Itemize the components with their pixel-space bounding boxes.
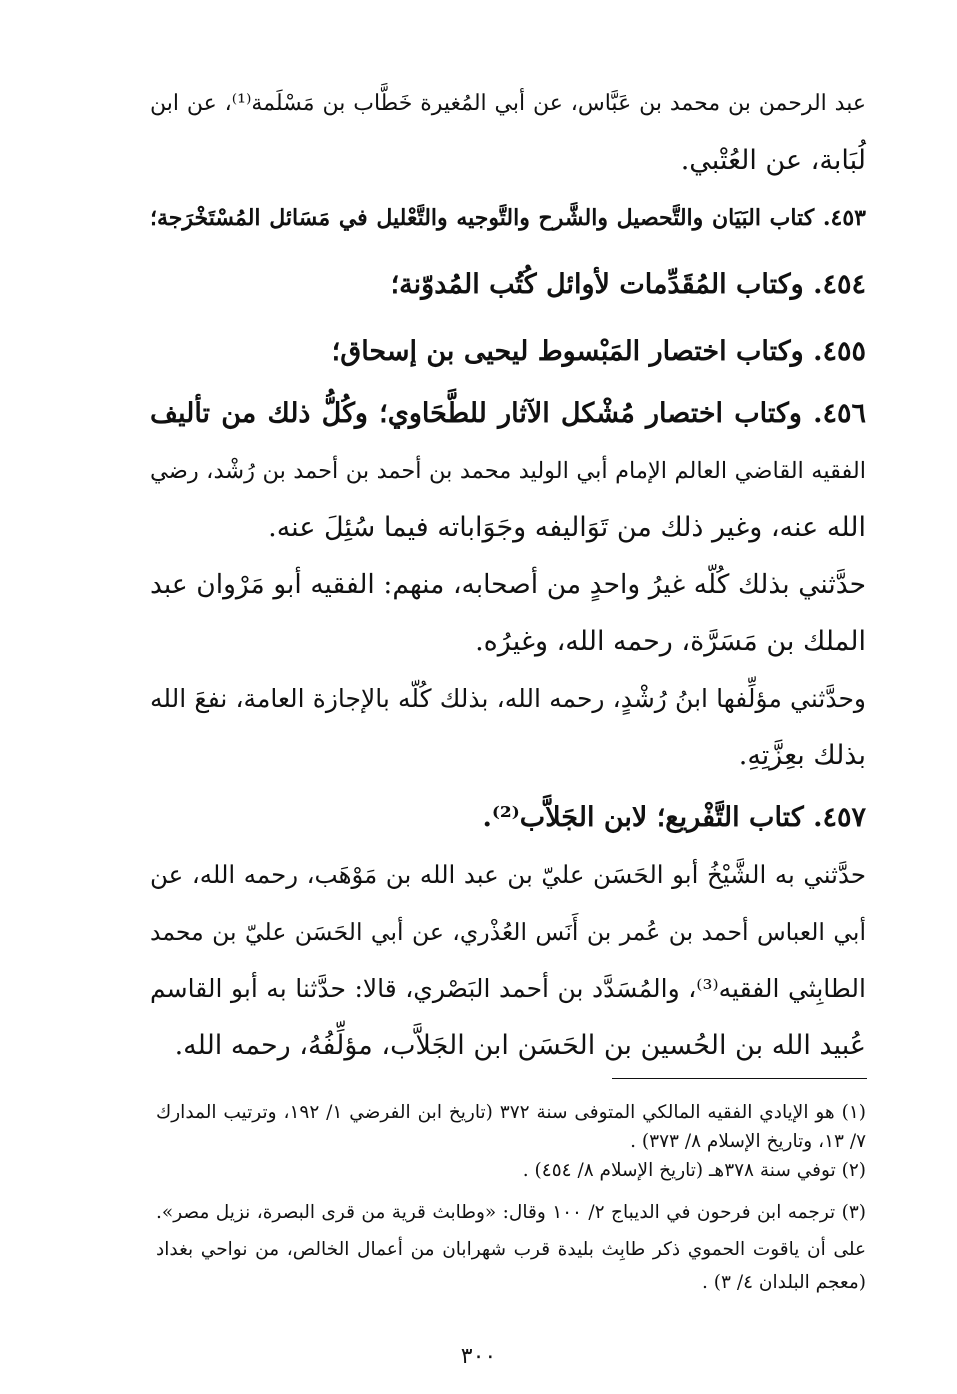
footnote-line: على أن ياقوت الحموي ذكر طابِث بليدة قرب شهرابان من أعمال الخالص، من نواحي بغداد [156,1239,866,1260]
footnote-line: (معجم البلدان ٤/ ٣) . [702,1272,866,1293]
text-line: حدَّثني بذلك كُلّه غيرُ واحدٍ من أصحابه، منهم: الفقيه أبو مَرْوان عبد [150,569,866,600]
book-entry-455: ٤٥٥. وكتاب اختصار المَبْسوط ليحيى بن إسحاق؛ [331,336,866,367]
text-line: أبي العباس أحمد بن عُمر بن أَنَس العُذْري، عن أبي الحَسَن عليّ بن محمد [150,918,866,946]
book-entry-456: ٤٥٦. وكتاب اختصار مُشْكل الآثار للطَّحَاوي؛ وكُلُّ ذلك من تأليف [150,398,866,429]
text-line: بذلك بعِزَّتِهِ. [738,740,866,771]
text-line: عبد الرحمن بن محمد بن عَبَّاس، عن أبي المُغيرة خَطَّاب بن مَسْلَمة⁽¹⁾، عن ابن [150,91,866,116]
text-line: لُبَابة، عن العُتْبي. [680,145,866,176]
text-line: الله عنه، وغير ذلك من تَوَاليفه وجَوَاباته فيما سُئِلَ عنه. [268,512,866,543]
book-entry-457: ٤٥٧. كتاب التَّفْريع؛ لابن الجَلاَّب⁽²⁾. [482,802,866,833]
footnote-line: (٢) توفي سنة ٣٧٨هـ (تاريخ الإسلام ٨/ ٤٥٤) . [522,1160,866,1181]
text-line: عُبيد الله بن الحُسين بن الحَسَن ابن الجَلاَّب، مؤلِّفُهُ، رحمه الله. [174,1030,866,1061]
page-number: ٣٠٠ [460,1344,497,1369]
footnote-line: (٣) ترجمه ابن فرحون في الديباج ٢/ ١٠٠ وقال: «وطابث قرية من قرى البصرة، نزيل مصر». [156,1202,866,1223]
text-line: الفقيه القاضي العالم الإمام أبي الوليد محمد بن أحمد بن أحمد بن رُشْد، رضي [150,458,866,484]
footnote-line: (١) هو الإيادي الفقيه المالكي المتوفى سنة ٣٧٢ (تاريخ ابن الفرضي ١/ ١٩٢، وترتيب المدارك [156,1102,866,1123]
book-entry-454: ٤٥٤. وكتاب المُقَدِّمات لأوائل كُتُب المُدوّنة؛ [390,269,866,300]
text-line: الملك بن مَسَرَّة، رحمه الله، وغيرُه. [475,626,866,657]
book-entry-453: ٤٥٣. كتاب البَيَان والتَّحصيل والشَّرح والتَّوجيه والتَّعْليل في مَسَائل المُسْتَخْرَجة؛ [150,205,866,231]
text-line: وحدَّثني مؤلِّفها ابنُ رُشْدٍ، رحمه الله، بذلك كُلّه بالإجازة العامة، نفعَ الله [150,684,866,713]
footnote-divider [612,1078,867,1079]
text-line: حدَّثني به الشَّيْخُ أبو الحَسَن عليّ بن عبد الله بن مَوْهَب، رحمه الله، عن [150,860,866,889]
footnote-line: ٧/ ١٣، وتاريخ الإسلام ٨/ ٣٧٣) . [630,1131,866,1152]
text-line: الطابِثي الفقيه⁽³⁾، والمُسَدَّد بن أحمد البَصْري، قالا: حدَّثنا به أبو القاسم [150,974,866,1003]
